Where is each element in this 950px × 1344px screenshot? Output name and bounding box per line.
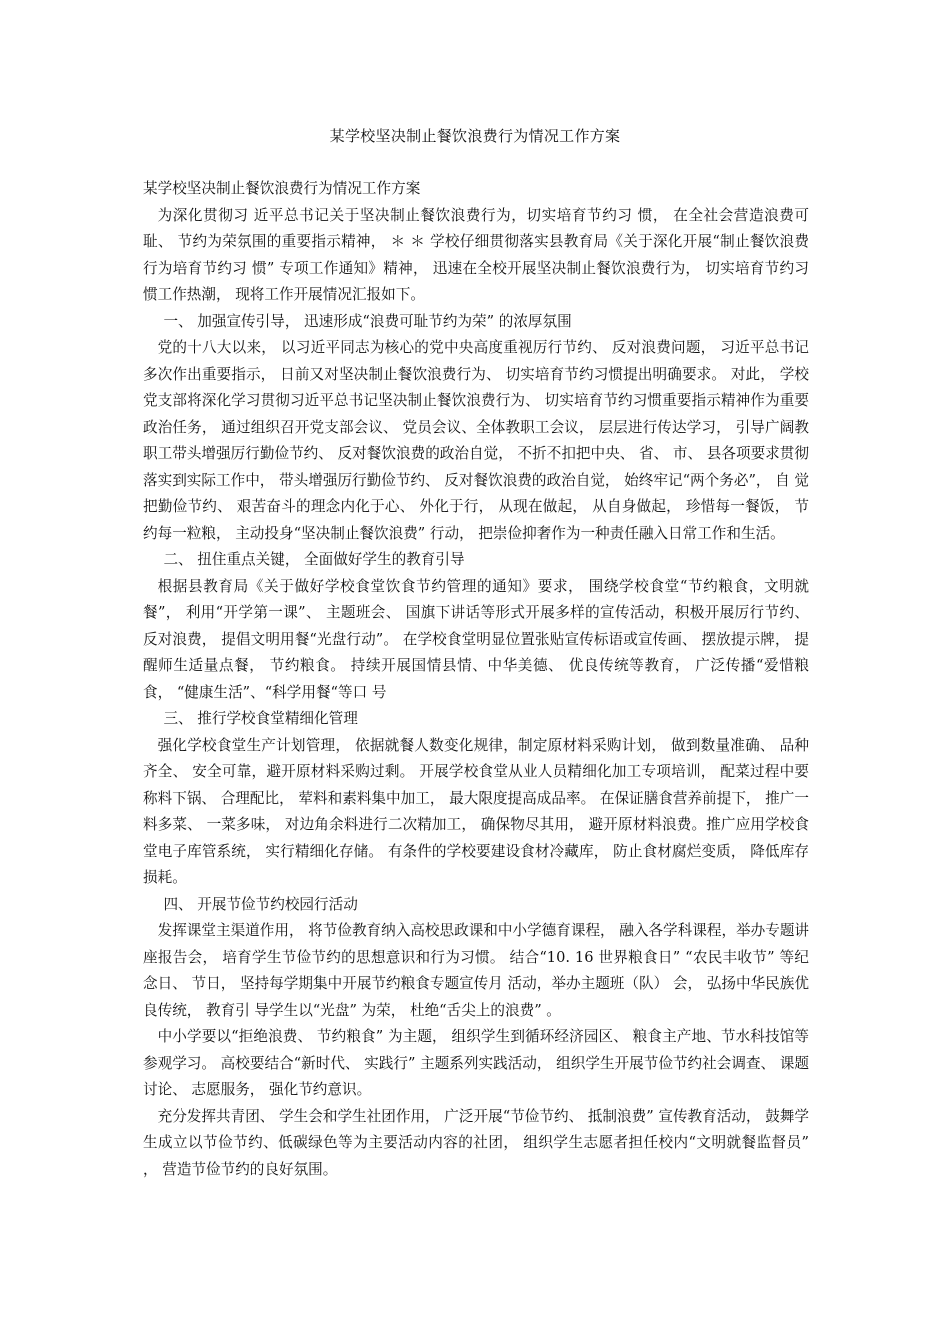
section-3-paragraph: 强化学校食堂生产计划管理， 依据就餐人数变化规律，制定原材料采购计划， 做到数量准确、 品种齐全、 安全可靠，避开原材料采购过剩。 开展学校食堂从业人员精细化加工专项培训， 配菜过程中要称料下锅、 合理配比， 荤料和素料集中加工， 最大限度提高成品率。 在保证膳食营养前提下， 推广一料多菜、 一菜多味， 对边角余料进行二次精加工， 确保物尽其用， 避开原材料浪费。推广应用学校食堂电子库管系统， 实行精细化存储。 有条件的学校要建设食材冷藏库， 防止食材腐烂变质， 降低库存损耗。: [143, 736, 809, 886]
section-2-paragraph: 根据县教育局《关于做好学校食堂饮食节约管理的通知》要求， 围绕学校食堂“节约粮食，文明就餐”， 利用“开学第一课”、 主题班会、 国旗下讲话等形式开展多样的宣传活动，积极开展厉行节约、 反对浪费， 提倡文明用餐“光盘行动”。 在学校食堂明显位置张贴宣传标语或宣传画、 摆放提示牌， 提醒师生适量点餐， 节约粮食。 持续开展国情县情、中华美德、 优良传统等教育， 广泛传播“爱惜粮食， “健康生活”、“科学用餐“等口 号: [143, 577, 809, 701]
section-heading-2: 二、 扭住重点关键， 全面做好学生的教育引导: [163, 551, 465, 568]
section-heading-1: 一、 加强宣传引导， 迅速形成“浪费可耻节约为荣” 的浓厚氛围: [163, 312, 572, 330]
section-heading-4: 四、 开展节俭节约校园行活动: [163, 895, 358, 913]
document-body: [143, 176, 809, 1183]
document-subtitle: 某学校坚决制止餐饮浪费行为情况工作方案: [143, 180, 421, 197]
section-4-paragraph-1: 发挥课堂主渠道作用， 将节俭教育纳入高校思政课和中小学德育课程， 融入各学科课程，举办专题讲座报告会， 培育学生节俭节约的思想意识和行为习惯。 结合“10. 16 世界粮食日” “农民丰收节” 等纪念日、 节日， 坚持每学期集中开展节约粮食专题宣传月 活动，举办主题班（队） 会， 弘扬中华民族优良传统， 教育引 导学生以“光盘” 为荣， 杜绝“舌尖上的浪费” 。: [143, 922, 810, 1019]
document-title: 某学校坚决制止餐饮浪费行为情况工作方案: [329, 127, 621, 145]
section-4-paragraph-2: 中小学要以“拒绝浪费、 节约粮食” 为主题， 组织学生到循环经济园区、 粮食主产地、节水科技馆等参观学习。 高校要结合“新时代、 实践行” 主题系列实践活动， 组织学生开展节俭节约社会调查、 课题讨论、 志愿服务， 强化节约意识。: [143, 1028, 809, 1098]
section-4-paragraph-3: 充分发挥共青团、 学生会和学生社团作用， 广泛开展“节俭节约、 抵制浪费” 宣传教育活动， 鼓舞学生成立以节俭节约、低碳绿色等为主要活动内容的社团， 组织学生志愿者担任校内“文明就餐监督员” ， 营造节俭节约的良好氛围。: [143, 1107, 809, 1178]
section-1-paragraph: 党的十八大以来， 以习近平同志为核心的党中央高度重视厉行节约、 反对浪费问题， 习近平总书记多次作出重要指示， 日前又对坚决制止餐饮浪费行为、 切实培育节约习惯提出明确要求。 对此， 学校党支部将深化学习贯彻习近平总书记坚决制止餐饮浪费行为、 切实培育节约习惯重要指示精神作为重要政治任务， 通过组织召开党支部会议、 党员会议、全体教职工会议， 层层进行传达学习， 引导广阔教职工带头增强厉行勤俭节约、 反对餐饮浪费的政治自觉， 不折不扣把中央、 省、 市、 县各项要求贯彻落实到实际工作中， 带头增强厉行勤俭节约、 反对餐饮浪费的政治自觉， 始终牢记“两个务必”， 自 觉把勤俭节约、 艰苦奋斗的理念内化于心、 外化于行， 从现在做起， 从自身做起， 珍惜每一餐饭， 节约每一粒粮， 主动投身“坚决制止餐饮浪费” 行动， 把崇俭抑奢作为一种责任融入日常工作和生活。: [143, 339, 809, 542]
section-heading-3: 三、 推行学校食堂精细化管理: [163, 710, 358, 727]
intro-paragraph: 为深化贯彻习 近平总书记关于坚决制止餐饮浪费行为，切实培育节约习 惯， 在全社会营造浪费可耻、 节约为荣氛围的重要指示精神， ＊ ＊ 学校仔细贯彻落实县教育局《关于深化开展“制止餐饮浪费行为培育节约习 惯” 专项工作通知》精神， 迅速在全校开展坚决制止餐饮浪费行为， 切实培育节约习惯工作热潮， 现将工作开展情况汇报如下。: [143, 206, 809, 303]
